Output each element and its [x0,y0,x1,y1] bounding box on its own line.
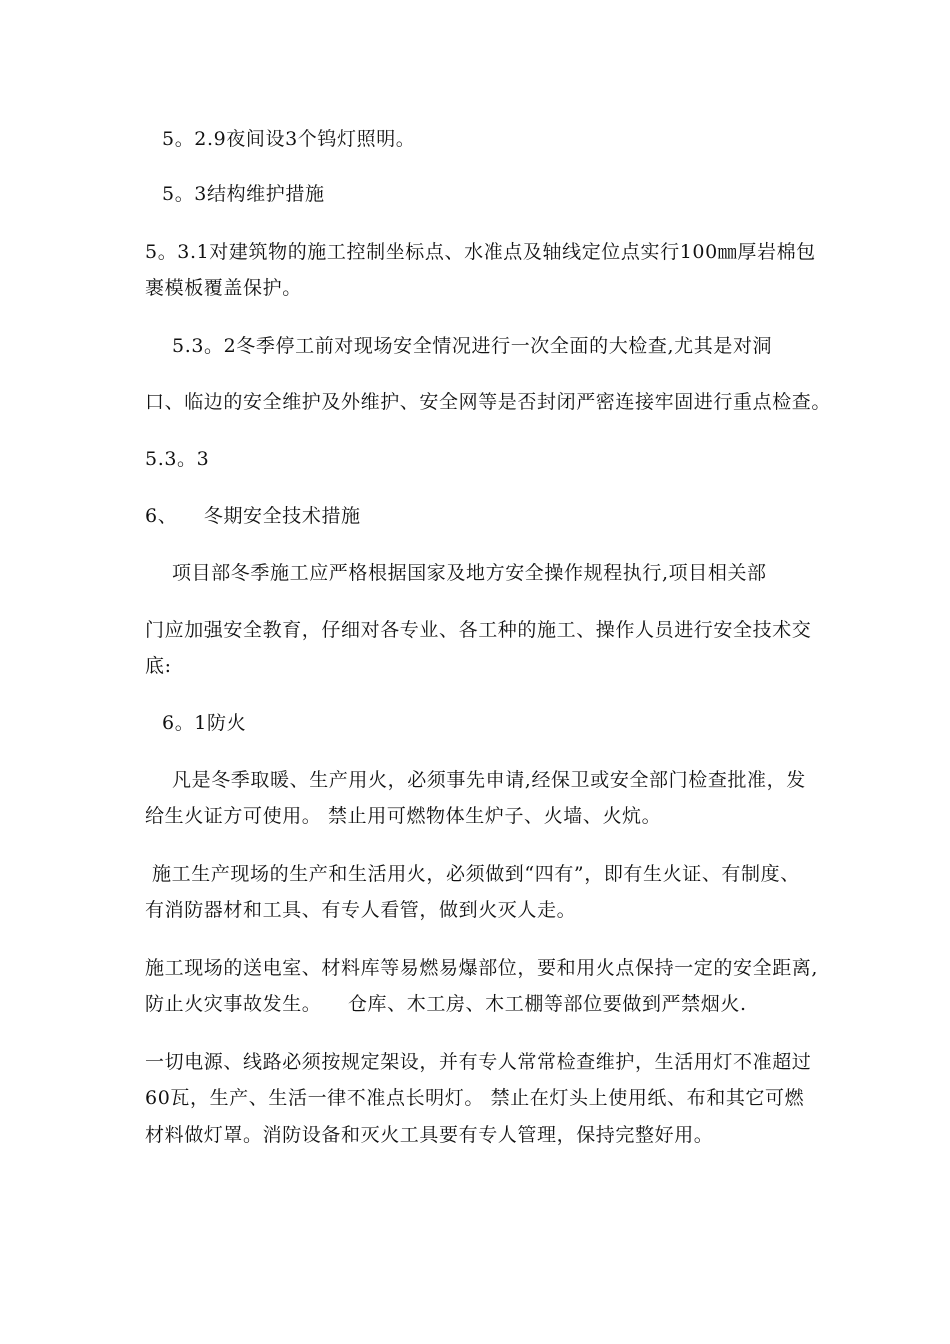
section-heading: 6。1防火 [162,712,247,734]
section-heading: 5。3结构维护措施 [162,183,325,205]
text-line: 60瓦，生产、生活一律不准点长明灯。 禁止在灯头上使用纸、布和其它可燃 [145,1087,805,1109]
text-line: 给生火证方可使用。 禁止用可燃物体生炉子、火墙、火炕。 [145,805,662,827]
section-heading: 6、 冬期安全技术措施 [145,505,361,527]
text-line: 门应加强安全教育，仔细对各专业、各工种的施工、操作人员进行安全技术交 [145,619,812,641]
text-line: 有消防器材和工具、有专人看管，做到火灭人走。 [145,899,577,921]
text-line: 5.3。3 [145,448,210,470]
text-line: 5.3。2冬季停工前对现场安全情况进行一次全面的大检查,尤其是对洞 [172,335,773,357]
text-line: 一切电源、线路必须按规定架设，并有专人常常检查维护，生活用灯不准超过 [145,1051,812,1073]
text-line: 施工生产现场的生产和生活用火，必须做到“四有”，即有生火证、有制度、 [152,863,800,885]
text-line: 防止火灾事故发生。 仓库、木工房、木工棚等部位要做到严禁烟火. [145,993,747,1015]
text-line: 裹模板覆盖保护。 [145,277,302,299]
text-line: 项目部冬季施工应严格根据国家及地方安全操作规程执行,项目相关部 [172,562,767,584]
text-line: 口、临边的安全维护及外维护、安全网等是否封闭严密连接牢固进行重点检查。 [145,391,832,413]
text-line: 凡是冬季取暖、生产用火，必须事先申请,经保卫或安全部门检查批准，发 [172,769,806,791]
text-line: 5。2.9夜间设3个钨灯照明。 [162,128,416,150]
text-line: 5。3.1对建筑物的施工控制坐标点、水准点及轴线定位点实行100㎜厚岩棉包 [145,241,816,263]
text-line: 材料做灯罩。消防设备和灭火工具要有专人管理，保持完整好用。 [145,1124,714,1146]
text-line: 施工现场的送电室、材料库等易燃易爆部位，要和用火点保持一定的安全距离, [145,957,819,979]
text-line: 底: [145,655,172,677]
